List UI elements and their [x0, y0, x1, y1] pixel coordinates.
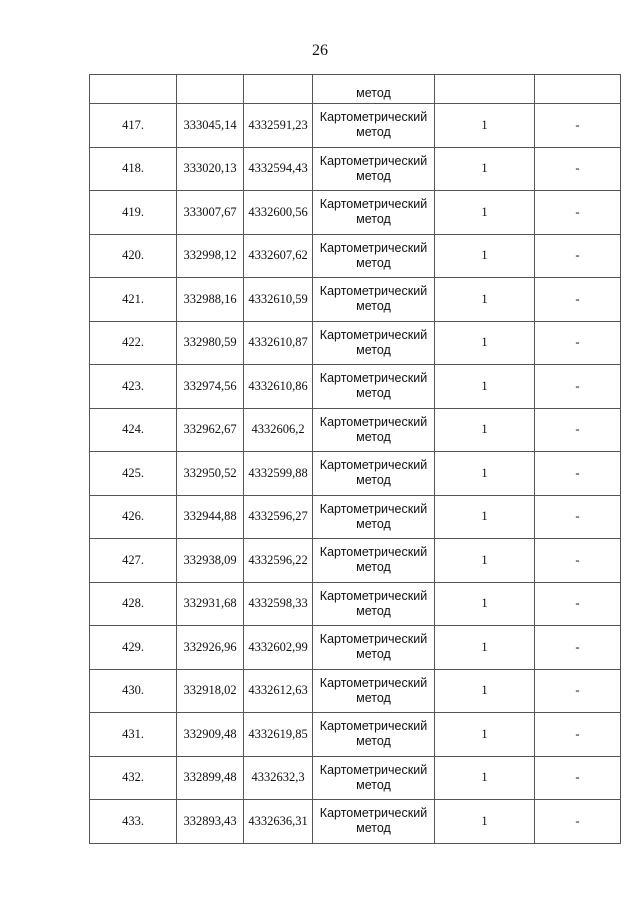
x-coordinate-cell: 332938,09 — [177, 539, 244, 583]
method-cell: Картометрический метод — [313, 452, 435, 496]
point-number-cell: 420. — [90, 234, 177, 278]
precision-cell: 1 — [435, 539, 535, 583]
continuation-note-cell — [535, 75, 621, 104]
precision-cell: 1 — [435, 191, 535, 235]
table-body — [90, 75, 621, 844]
y-coordinate-cell: 4332632,3 — [244, 756, 313, 800]
point-number-cell: 433. — [90, 800, 177, 844]
precision-cell: 1 — [435, 713, 535, 757]
continuation-precision-cell — [435, 75, 535, 104]
y-coordinate-cell: 4332610,86 — [244, 365, 313, 409]
precision-cell: 1 — [435, 147, 535, 191]
table-row — [90, 495, 621, 539]
x-coordinate-cell: 333020,13 — [177, 147, 244, 191]
method-cell: Картометрический метод — [313, 147, 435, 191]
point-number-cell: 417. — [90, 104, 177, 148]
precision-cell: 1 — [435, 582, 535, 626]
y-coordinate-cell: 4332607,62 — [244, 234, 313, 278]
x-coordinate-cell: 333045,14 — [177, 104, 244, 148]
note-cell: - — [535, 234, 621, 278]
precision-cell: 1 — [435, 234, 535, 278]
method-cell: Картометрический метод — [313, 713, 435, 757]
method-cell: Картометрический метод — [313, 495, 435, 539]
y-coordinate-cell: 4332599,88 — [244, 452, 313, 496]
x-coordinate-cell: 332962,67 — [177, 408, 244, 452]
note-cell: - — [535, 495, 621, 539]
y-coordinate-cell: 4332619,85 — [244, 713, 313, 757]
point-number-cell: 419. — [90, 191, 177, 235]
method-cell: Картометрический метод — [313, 321, 435, 365]
continuation-x-cell — [177, 75, 244, 104]
precision-cell: 1 — [435, 452, 535, 496]
point-number-cell: 422. — [90, 321, 177, 365]
table-row — [90, 191, 621, 235]
x-coordinate-cell: 332893,43 — [177, 800, 244, 844]
table-row — [90, 234, 621, 278]
method-cell: Картометрический метод — [313, 800, 435, 844]
method-cell: Картометрический метод — [313, 539, 435, 583]
x-coordinate-cell: 332988,16 — [177, 278, 244, 322]
point-number-cell: 421. — [90, 278, 177, 322]
precision-cell: 1 — [435, 669, 535, 713]
coordinates-table — [89, 74, 621, 844]
note-cell: - — [535, 800, 621, 844]
note-cell: - — [535, 669, 621, 713]
y-coordinate-cell: 4332612,63 — [244, 669, 313, 713]
point-number-cell: 431. — [90, 713, 177, 757]
table-row — [90, 104, 621, 148]
precision-cell: 1 — [435, 104, 535, 148]
note-cell: - — [535, 104, 621, 148]
table-row — [90, 278, 621, 322]
precision-cell: 1 — [435, 321, 535, 365]
table-row — [90, 321, 621, 365]
point-number-cell: 425. — [90, 452, 177, 496]
note-cell: - — [535, 756, 621, 800]
y-coordinate-cell: 4332610,87 — [244, 321, 313, 365]
method-cell: Картометрический метод — [313, 408, 435, 452]
x-coordinate-cell: 332926,96 — [177, 626, 244, 670]
table-row — [90, 147, 621, 191]
precision-cell: 1 — [435, 408, 535, 452]
note-cell: - — [535, 191, 621, 235]
y-coordinate-cell: 4332596,27 — [244, 495, 313, 539]
precision-cell: 1 — [435, 626, 535, 670]
continuation-y-cell — [244, 75, 313, 104]
note-cell: - — [535, 321, 621, 365]
y-coordinate-cell: 4332594,43 — [244, 147, 313, 191]
note-cell: - — [535, 713, 621, 757]
method-cell: Картометрический метод — [313, 104, 435, 148]
method-cell: Картометрический метод — [313, 278, 435, 322]
point-number-cell: 432. — [90, 756, 177, 800]
method-cell: Картометрический метод — [313, 191, 435, 235]
y-coordinate-cell: 4332636,31 — [244, 800, 313, 844]
y-coordinate-cell: 4332602,99 — [244, 626, 313, 670]
table-row — [90, 539, 621, 583]
point-number-cell: 423. — [90, 365, 177, 409]
x-coordinate-cell: 332950,52 — [177, 452, 244, 496]
note-cell: - — [535, 452, 621, 496]
note-cell: - — [535, 278, 621, 322]
y-coordinate-cell: 4332600,56 — [244, 191, 313, 235]
y-coordinate-cell: 4332606,2 — [244, 408, 313, 452]
note-cell: - — [535, 408, 621, 452]
point-number-cell: 428. — [90, 582, 177, 626]
method-cell: Картометрический метод — [313, 669, 435, 713]
table-row — [90, 626, 621, 670]
x-coordinate-cell: 332899,48 — [177, 756, 244, 800]
x-coordinate-cell: 332944,88 — [177, 495, 244, 539]
table-row — [90, 452, 621, 496]
y-coordinate-cell: 4332598,33 — [244, 582, 313, 626]
method-cell: Картометрический метод — [313, 234, 435, 278]
note-cell: - — [535, 365, 621, 409]
note-cell: - — [535, 147, 621, 191]
point-number-cell: 424. — [90, 408, 177, 452]
method-cell: Картометрический метод — [313, 365, 435, 409]
x-coordinate-cell: 332998,12 — [177, 234, 244, 278]
table-row — [90, 713, 621, 757]
x-coordinate-cell: 332931,68 — [177, 582, 244, 626]
point-number-cell: 426. — [90, 495, 177, 539]
note-cell: - — [535, 582, 621, 626]
x-coordinate-cell: 332980,59 — [177, 321, 244, 365]
y-coordinate-cell: 4332596,22 — [244, 539, 313, 583]
precision-cell: 1 — [435, 278, 535, 322]
x-coordinate-cell: 333007,67 — [177, 191, 244, 235]
table-row — [90, 756, 621, 800]
note-cell: - — [535, 539, 621, 583]
y-coordinate-cell: 4332591,23 — [244, 104, 313, 148]
page-number: 26 — [312, 42, 328, 59]
continuation-method-cell: метод — [313, 75, 435, 104]
continuation-row — [90, 75, 621, 104]
x-coordinate-cell: 332974,56 — [177, 365, 244, 409]
precision-cell: 1 — [435, 800, 535, 844]
table-row — [90, 582, 621, 626]
method-cell: Картометрический метод — [313, 582, 435, 626]
precision-cell: 1 — [435, 365, 535, 409]
table-row — [90, 669, 621, 713]
method-cell: Картометрический метод — [313, 756, 435, 800]
continuation-num-cell — [90, 75, 177, 104]
x-coordinate-cell: 332909,48 — [177, 713, 244, 757]
precision-cell: 1 — [435, 756, 535, 800]
point-number-cell: 430. — [90, 669, 177, 713]
table-row — [90, 800, 621, 844]
x-coordinate-cell: 332918,02 — [177, 669, 244, 713]
table-row — [90, 365, 621, 409]
point-number-cell: 429. — [90, 626, 177, 670]
point-number-cell: 427. — [90, 539, 177, 583]
point-number-cell: 418. — [90, 147, 177, 191]
method-cell: Картометрический метод — [313, 626, 435, 670]
precision-cell: 1 — [435, 495, 535, 539]
table-row — [90, 408, 621, 452]
y-coordinate-cell: 4332610,59 — [244, 278, 313, 322]
note-cell: - — [535, 626, 621, 670]
